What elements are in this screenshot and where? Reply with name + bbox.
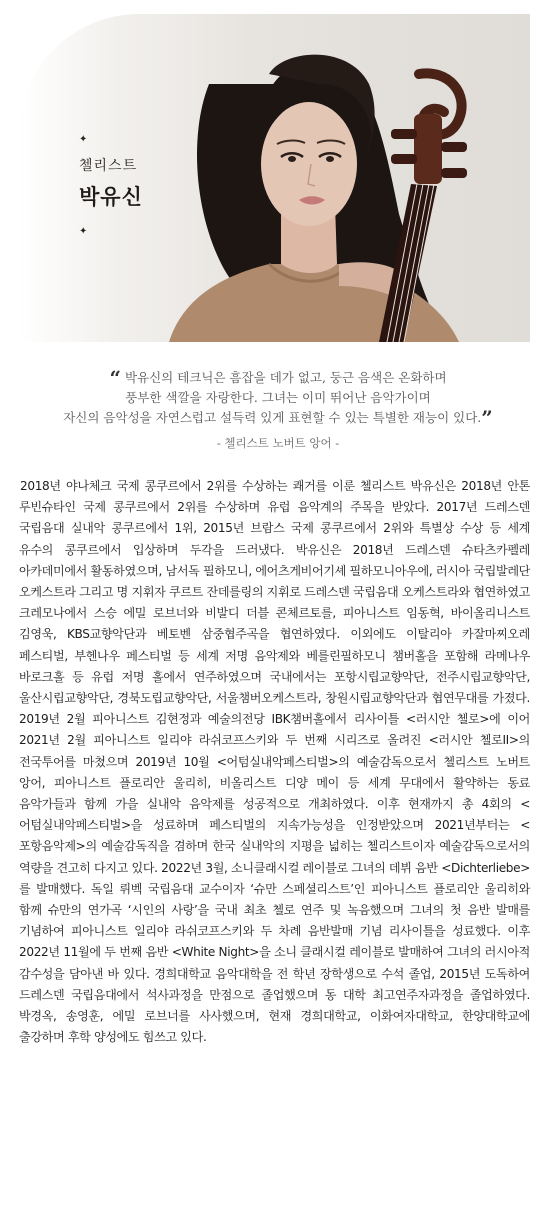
close-quote-icon: ” [481,406,493,430]
quote-line-2: 풍부한 색깔을 자랑한다. 그녀는 이미 뛰어난 음악가이며 [125,390,431,405]
quote-line-3: 자신의 음악성을 자연스럽고 설득력 있게 표현할 수 있는 특별한 재능이 있다.” [63,406,493,430]
hero-card [19,14,530,342]
sparkle-icon: ✦ [79,226,88,237]
profile-role: 첼리스트 [79,158,138,174]
biography-text: 2018년 야나체크 국제 콩쿠르에서 2위를 수상하는 쾌거를 이룬 첼리스트 박유신은 2018년 안톤 루빈슈타인 국제 콩쿠르에서 2위를 수상하며 유럽 음악계의 주목을 받았다. 2017년 드레스덴 국립음대 실내악 콩쿠르에서 1위, 2015년 브람스 국제 콩쿠르에서 2위와 특별상 수상 등 세계 유수의 콩쿠르에서 입상하며 두각을 드러냈다. 박유신은 2018년 드레스덴 슈타츠카펠레 아카데미에서 활동하였으며, 남서독 필하모니, 에어츠게비어기셰 필하모니아우에, 러시아 국립발레단 오케스트라 그리고 명 지휘자 쿠르트 잔데를링의 지휘로 드레스덴 국립음대 오케스트라와 협연하였고 크레모나에서 스승 에밀 로브너와 비발디 더블 콘체르토를, 피아니스트 임동혁, 바이올리니스트 김영욱, KBS교향악단과 베토벤 삼중협주곡을 협연하였다. 이외에도 이탈리아 카잘마찌오레 페스티벌, 부헨나우 페스티벌 등 세계 저명 음악제와 베를린필하모니 챔버홀을 포함해 라메나우 바로크홀 등 유럽 저명 홀에서 연주하였으며 국내에서는 포항시립교향악단, 전주시립교향악단, 울산시립교향악단, 경북도립교향악단, 서울챔버오케스트라, 창원시립교향악단과 협연무대를 가졌다. 2019년 2월 피아니스트 김현정과 예술의전당 IBK챔버홀에서 리사이틀 <러시안 첼로>에 이어 2021년 2월 피아니스트 일리야 라쉬코프스키와 두 번째 시리즈로 올려진 <러시안 첼로II>의 전국투어를 마쳤으며 2019년 10월 <어텀실내악페스티벌>의 예술감독으로서 첼리스트 노버트 앙어, 피아니스트 플로리안 울리히, 비올리스트 디양 메이 등 세계 무대에서 활약하는 동료 음악가들과 함께 가을 실내악 음악제를 성공적으로 개최하였다. 이후 현재까지 총 4회의 <어텀실내악페스티벌>을 성료하며 페스티벌의 지속가능성을 인정받았으며 2021년부터는 <포항음악제>의 예술감독직을 겸하며 한국 실내악의 지평을 넓히는 첼리스트이자 예술감독으로서의 역량을 견고히 다지고 있다. 2022년 3월, 소니클래시컬 레이블로 그녀의 데뷔 음반 <Dichterliebe>를 발매했다. 독일 뤼벡 국립음대 교수이자 ‘슈만 스페셜리스트’인 피아니스트 플로리안 울리히와 함께 슈만의 연가곡 ‘시인의 사랑’을 국내 최초 첼로 연주 및 녹음했으며 그녀의 첫 음반 발매를 기념하여 피아니스트 일리야 라쉬코프스키와 두 차례 음반발매 기념 리사이틀을 성료했다. 이후 2022년 11월에 두 번째 음반 <White Night>을 소니 클래시컬 레이블로 발매하여 그녀의 러시아적 감수성을 담아낸 바 있다. 경희대학교 음악대학을 전 학년 장학생으로 수석 졸업, 2015년 도독하여 드레스덴 국립음대에서 석사과정을 만점으로 졸업했으며 동 대학 최고연주자과정을 졸업하였다. 박경옥, 송영훈, 에밀 로브너를 사사했으며, 현재 경희대학교, 이화여자대학교, 한양대학교에 출강하며 후학 양성에도 힘쓰고 있다. [19,479,530,1045]
quote-block [0,368,556,453]
quote-line-1: “ 박유신의 테크닉은 흠잡을 데가 없고, 둥근 음색은 온화하며 [109,366,447,390]
quote-source: - 첼리스트 노버트 앙어 - [216,436,340,450]
sparkle-icon: ✦ [79,134,88,145]
profile-name: 박유신 [79,185,143,209]
open-quote-icon: “ [109,366,121,390]
name-block [79,135,159,237]
